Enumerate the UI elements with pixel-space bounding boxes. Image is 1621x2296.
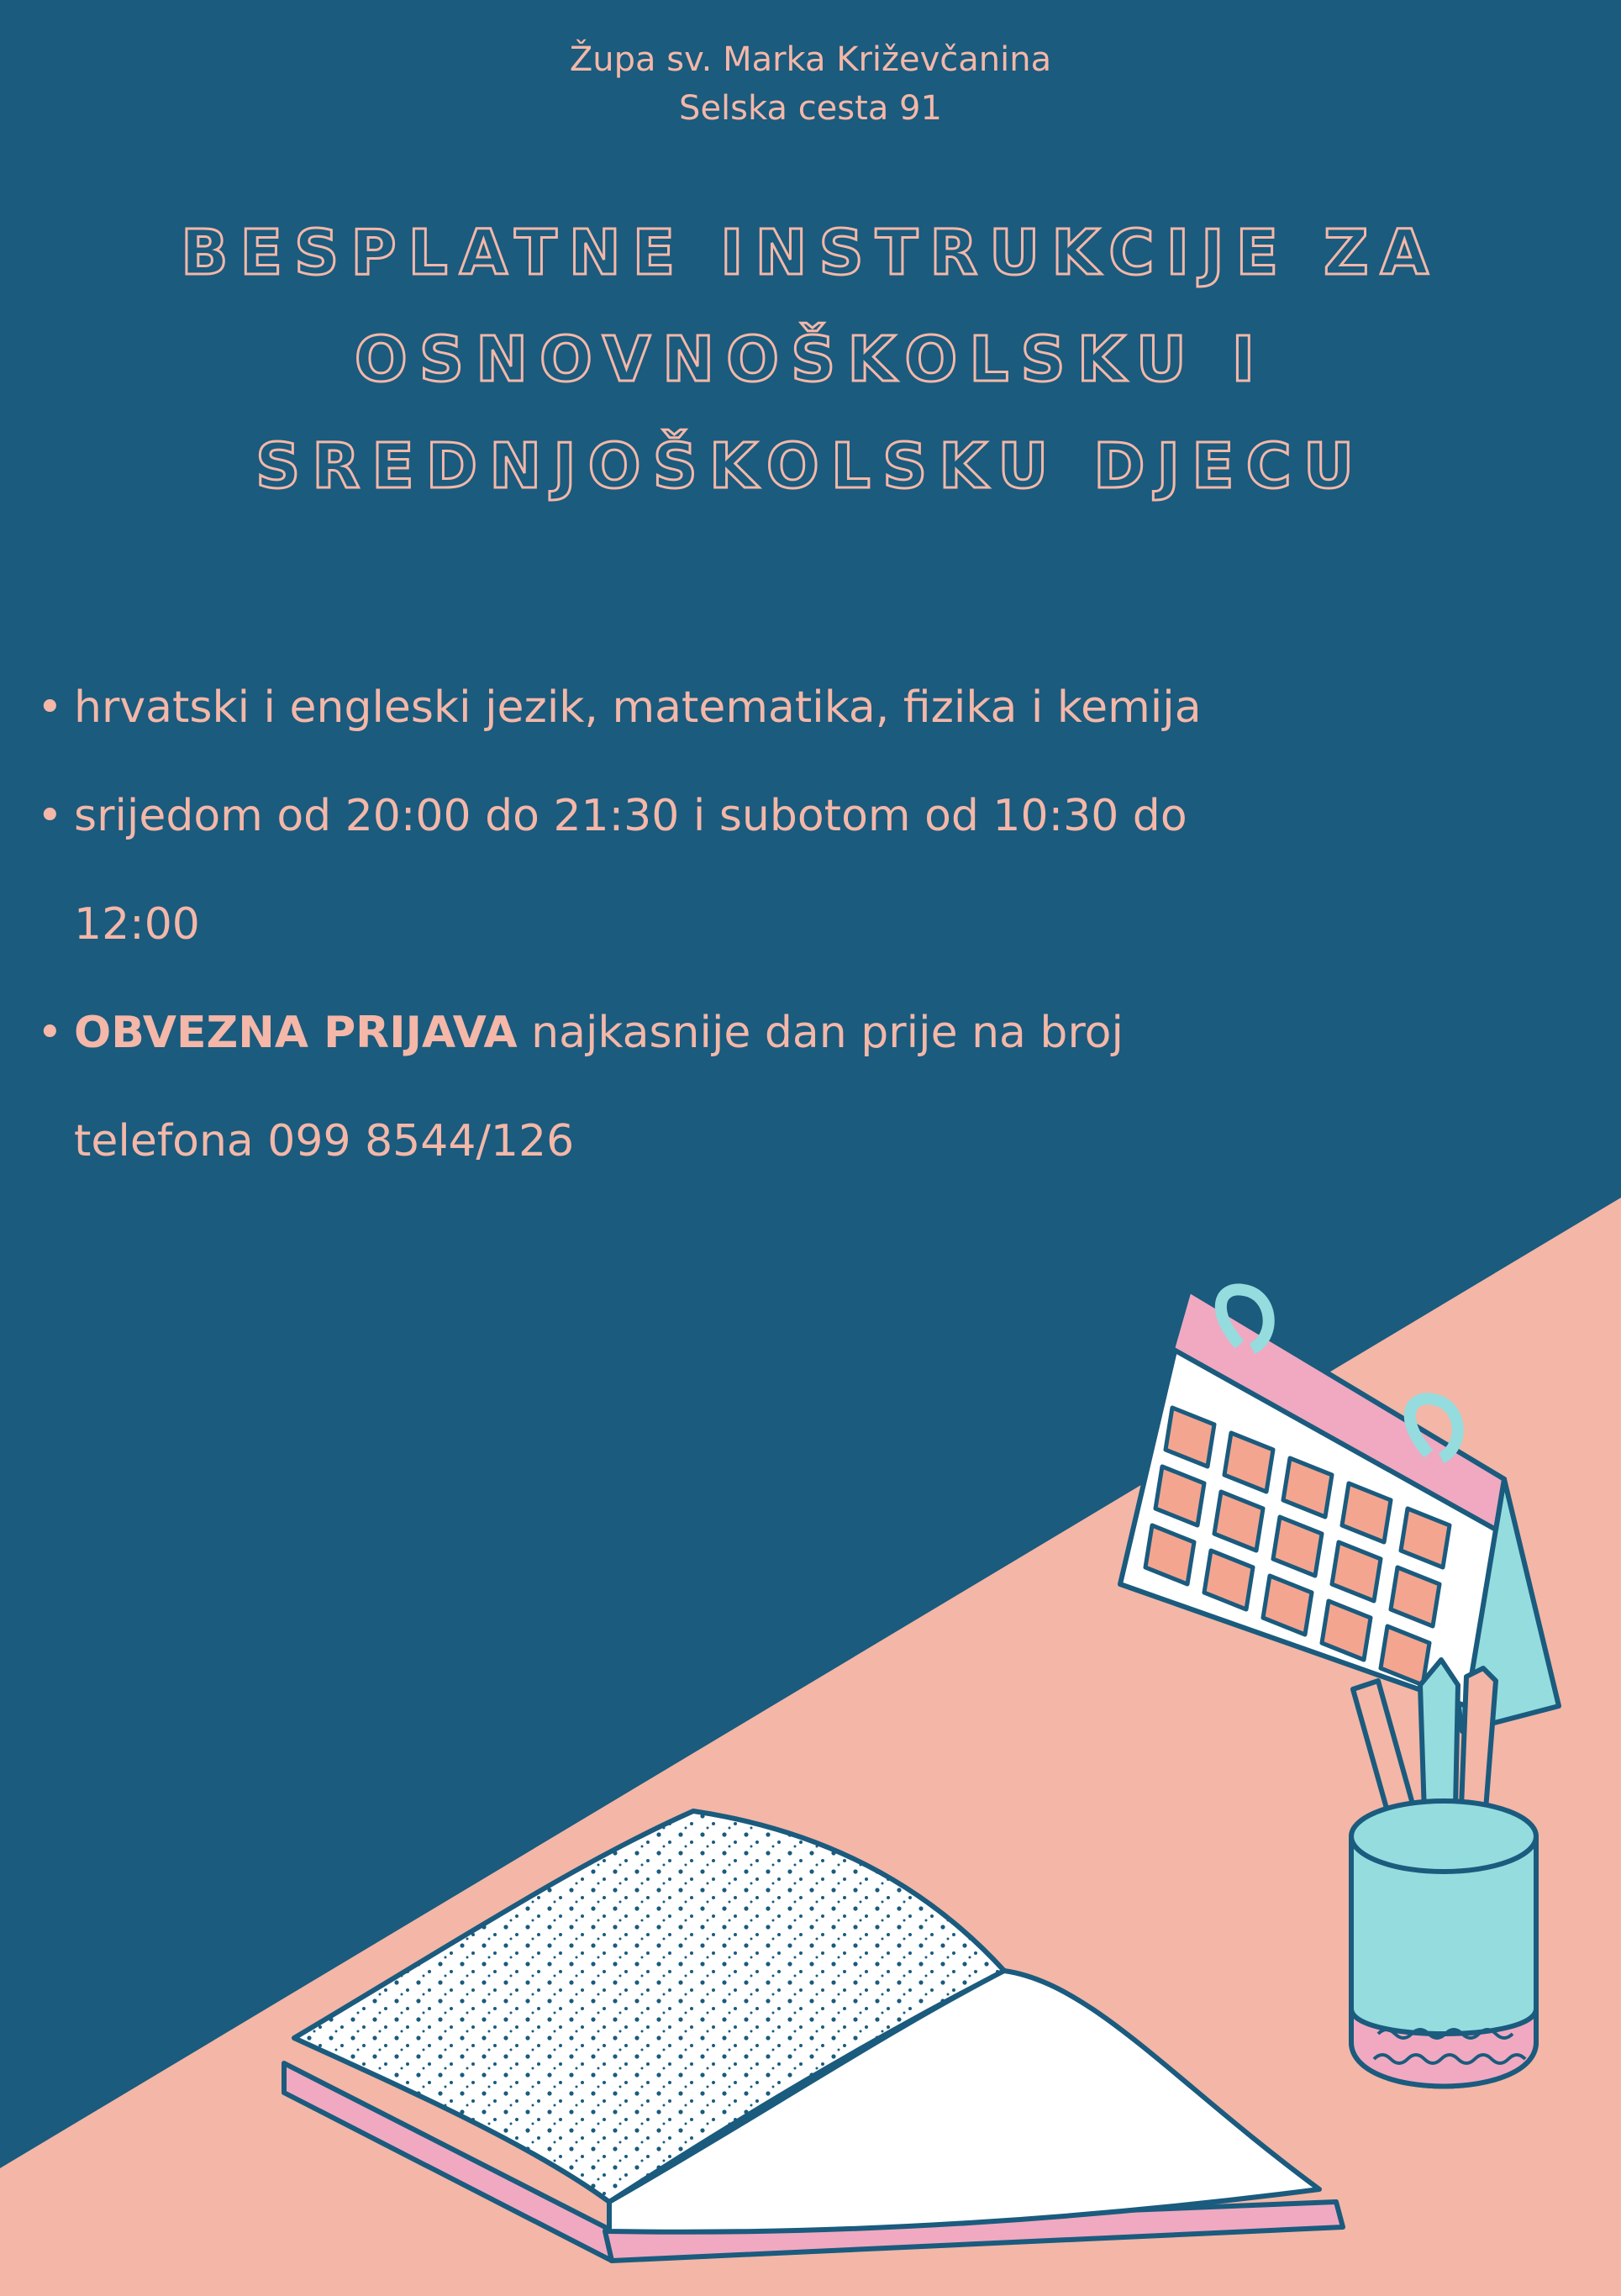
subjects-text: hrvatski i engleski jezik, matematika, fizika i kemija — [74, 682, 1202, 733]
parish-address: Selska cesta 91 — [679, 89, 942, 128]
list-item — [34, 979, 1227, 1196]
parish-name: Župa sv. Marka Križevčanina — [569, 40, 1052, 79]
info-list — [34, 654, 1227, 1196]
registration-text: najkasnije dan prije na broj telefona 099 8544/126 — [74, 1008, 1124, 1166]
registration-label: OBVEZNA PRIJAVA — [74, 1008, 518, 1058]
parish-header — [0, 35, 1621, 133]
schedule-text: srijedom od 20:00 do 21:30 i subotom od 10:30 do 12:00 — [74, 791, 1187, 950]
page-title: BESPLATNE INSTRUKCIJE ZA OSNOVNOŠKOLSKU I SREDNJOŠKOLSKU DJECU — [181, 217, 1440, 503]
list-item — [34, 654, 1227, 762]
list-item — [34, 762, 1227, 979]
